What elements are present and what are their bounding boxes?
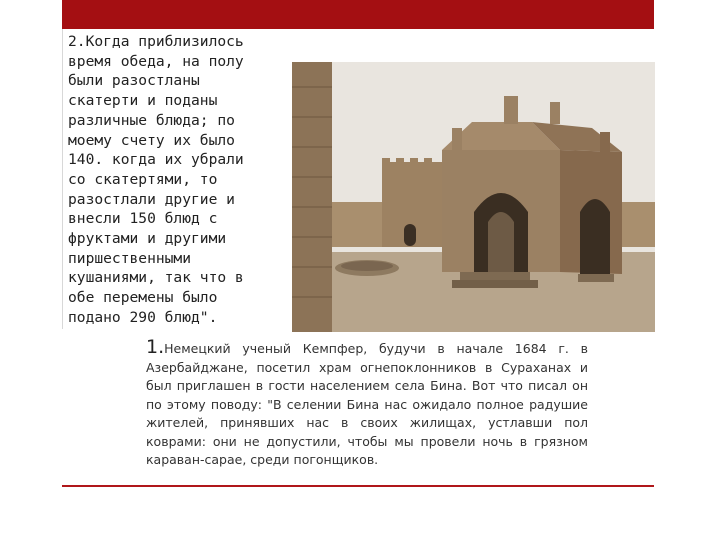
paragraph-1-number: 1. <box>146 336 165 358</box>
ateshgah-temple-image <box>292 62 655 332</box>
top-accent-bar <box>62 0 654 29</box>
temple-photo <box>292 62 655 332</box>
paragraph-1 <box>72 338 588 470</box>
left-divider <box>62 29 63 329</box>
paragraph-1-text: Немецкий ученый Кемпфер, будучи в начале 1684 г. в Азербайджане, посетил храм огнепоклонников в Сураханах и был приглашен в гости населением села Бина. Вот что писал он по этому поводу: "В селении Бина нас ожидало полное радушие жителей, принявших нас в своих жилищах, устлавши пол коврами: они не допустили, чтобы мы провели ночь в грязном караван-сарае, среди погонщиков. <box>146 341 588 467</box>
bottom-divider <box>62 485 654 487</box>
paragraph-2: 2.Когда приблизилось время обеда, на полу были разостланы скатерти и поданы различные блюда; по моему счету их было 140. когда их убрали со скатертями, то разостлали другие и внесли 150 блюд с фруктами и другими пиршественными кушаниями, так что в обе перемены было подано 290 блюд". <box>68 33 244 326</box>
